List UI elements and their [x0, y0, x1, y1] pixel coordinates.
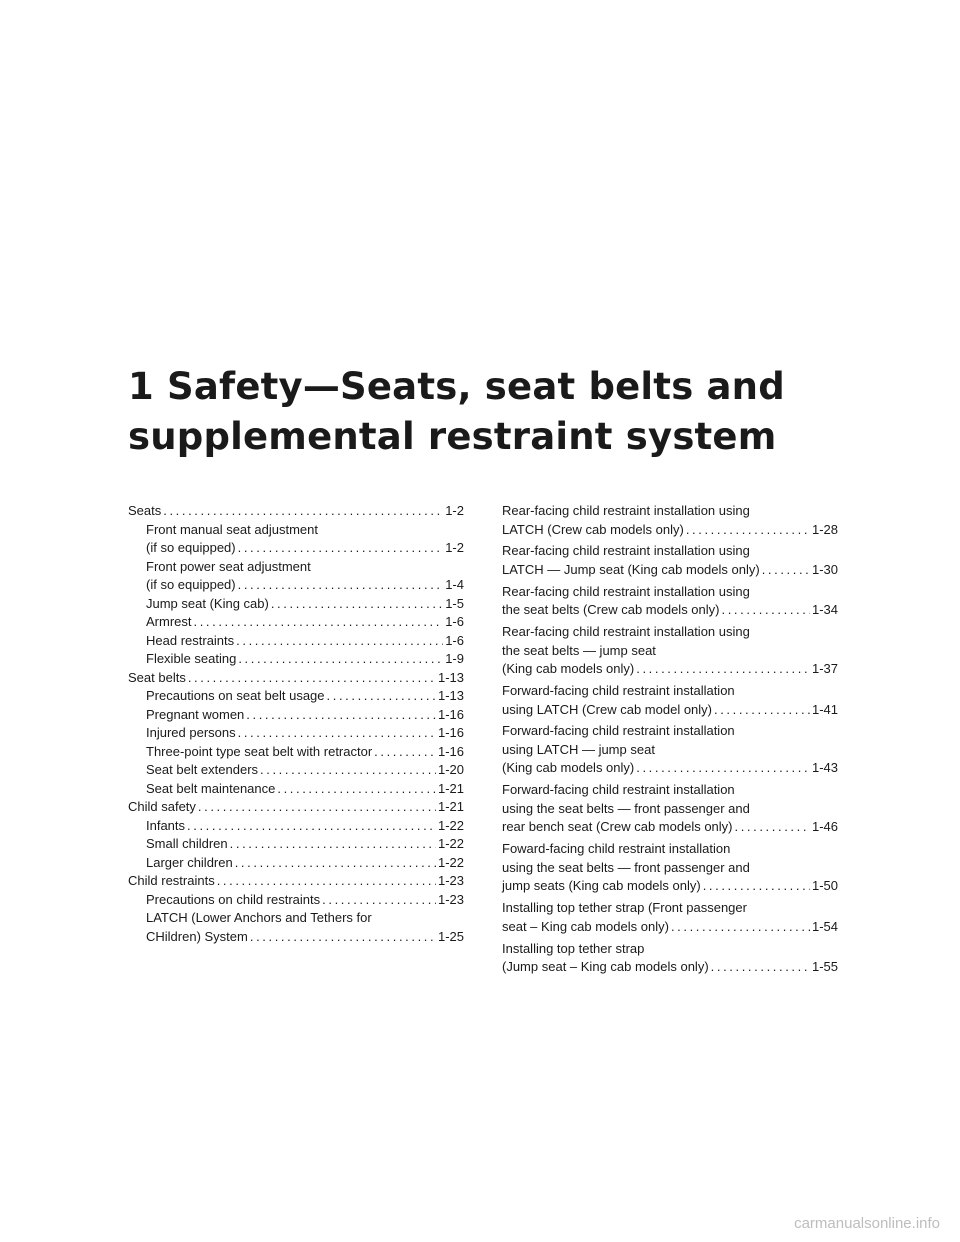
toc-entry[interactable] [128, 595, 464, 614]
toc-entry-text: Forward-facing child restraint installation [502, 782, 735, 798]
toc-entry-line [502, 601, 838, 620]
dot-leader [250, 928, 436, 947]
toc-entry-line [128, 502, 464, 521]
toc-entry-title: (Jump seat – King cab models only) [502, 959, 709, 975]
toc-entry[interactable] [128, 854, 464, 873]
dot-leader [735, 818, 810, 837]
chapter-title-line-2: supplemental restraint system [128, 415, 777, 458]
toc-entry-line [502, 818, 838, 837]
toc-entry-line [146, 595, 464, 614]
dot-leader [238, 576, 444, 595]
toc-entry-title: Precautions on child restraints [146, 891, 321, 907]
toc-entry-title: (if so equipped) [146, 577, 236, 592]
toc-entry-title: Seats [128, 503, 162, 518]
toc-page-number: 1-50 [811, 878, 838, 894]
toc-entry-line [146, 539, 464, 558]
toc-entry-text: Front manual seat adjustment [146, 521, 318, 537]
toc-entry[interactable] [128, 780, 464, 799]
toc-page-number: 1-43 [811, 760, 838, 776]
toc-entry[interactable] [502, 899, 838, 936]
dot-leader [238, 650, 443, 669]
toc-entry[interactable] [128, 891, 464, 910]
toc-entry-title: Precautions on seat belt usage [146, 688, 325, 703]
toc-page-number: 1-13 [437, 669, 464, 685]
toc-entry[interactable] [128, 835, 464, 854]
toc-entry[interactable] [128, 558, 464, 595]
toc-entry-line [146, 928, 464, 947]
dot-leader [327, 687, 436, 706]
toc-entry-title: Seat belt extenders [146, 762, 259, 777]
toc-entry-line [502, 877, 838, 896]
toc-entry-line [146, 650, 464, 669]
toc-entry[interactable] [128, 650, 464, 669]
toc-page-number: 1-22 [437, 854, 464, 870]
dot-leader [194, 613, 444, 632]
toc-entry[interactable] [128, 909, 464, 946]
toc-page-number: 1-16 [437, 725, 464, 740]
dot-leader [703, 877, 810, 896]
toc-entry-text: Rear-facing child restraint installation using [502, 624, 750, 640]
toc-page-number: 1-22 [437, 817, 464, 833]
toc-entry-text: Forward-facing child restraint installation [502, 683, 735, 699]
dot-leader [235, 854, 436, 873]
toc-entry[interactable] [128, 817, 464, 836]
toc-entry-title: using LATCH (Crew cab model only) [502, 701, 712, 717]
dot-leader [246, 706, 436, 725]
dot-leader [374, 743, 436, 762]
toc-page-number: 1-21 [437, 799, 464, 814]
toc-page-number: 1-23 [437, 891, 464, 907]
toc-entry-title: Small children [146, 836, 228, 851]
toc-entry[interactable] [502, 542, 838, 579]
dot-leader [322, 891, 436, 910]
toc-entry[interactable] [502, 623, 838, 679]
toc-entry[interactable] [128, 761, 464, 780]
toc-page-number: 1-13 [437, 688, 464, 703]
toc-entry-text: Front power seat adjustment [146, 558, 311, 574]
toc-entry-line [146, 724, 464, 743]
toc-entry-title: (if so equipped) [146, 540, 236, 555]
toc-entry-line [146, 817, 464, 836]
toc-entry-line [502, 918, 838, 937]
toc-entry-line [128, 872, 464, 891]
toc-entry-text: the seat belts — jump seat [502, 642, 656, 658]
toc-page-number: 1-54 [811, 918, 838, 934]
toc-column-left [128, 502, 464, 946]
toc-entry-title: Larger children [146, 854, 233, 870]
toc-entry-title: the seat belts (Crew cab models only) [502, 602, 720, 618]
toc-entry[interactable] [502, 840, 838, 896]
toc-entry[interactable] [128, 502, 464, 521]
toc-entry-text: using the seat belts — front passenger and [502, 859, 750, 875]
toc-page-number: 1-28 [811, 521, 838, 537]
toc-entry-title: Flexible seating [146, 651, 237, 666]
toc-entry[interactable] [502, 722, 838, 778]
toc-entry[interactable] [502, 583, 838, 620]
dot-leader [762, 561, 810, 580]
toc-entry-title: LATCH (Crew cab models only) [502, 521, 684, 537]
toc-entry-title: Seat belts [128, 669, 186, 685]
dot-leader [277, 780, 436, 799]
toc-entry[interactable] [128, 521, 464, 558]
dot-leader [711, 958, 810, 977]
toc-page-number: 1-41 [811, 701, 838, 717]
toc-entry-line [128, 798, 464, 817]
toc-entry-text: Rear-facing child restraint installation using [502, 543, 750, 559]
dot-leader [636, 759, 810, 778]
toc-page-number: 1-16 [437, 743, 464, 759]
toc-page-number: 1-21 [437, 780, 464, 796]
toc-entry-title: LATCH — Jump seat (King cab models only) [502, 561, 760, 577]
toc-entry-title: (King cab models only) [502, 760, 635, 776]
dot-leader [163, 502, 443, 521]
toc-entry-title: Infants [146, 817, 186, 833]
toc-entry-line [502, 759, 838, 778]
toc-entry[interactable] [128, 632, 464, 651]
toc-entry-title: Injured persons [146, 725, 236, 740]
toc-entry-title: Seat belt maintenance [146, 780, 276, 796]
dot-leader [198, 798, 436, 817]
dot-leader [686, 521, 810, 540]
toc-entry[interactable] [128, 798, 464, 817]
toc-entry-title: Child restraints [128, 873, 215, 888]
toc-entry-title: Jump seat (King cab) [146, 595, 269, 611]
toc-page-number: 1-9 [445, 651, 464, 666]
dot-leader [238, 724, 436, 743]
toc-entry-text: using LATCH — jump seat [502, 741, 655, 757]
toc-entry-line [502, 521, 838, 540]
toc-entry[interactable] [128, 687, 464, 706]
toc-page-number: 1-46 [811, 819, 838, 835]
toc-entry-line [146, 576, 464, 595]
chapter-title [128, 362, 908, 462]
toc-page-number: 1-2 [445, 503, 464, 518]
toc-entry-title: Child safety [128, 799, 196, 814]
toc-entry-line [146, 706, 464, 725]
toc-entry-text: Forward-facing child restraint installation [502, 723, 735, 739]
toc-page-number: 1-34 [811, 602, 838, 618]
toc-entry-text: Rear-facing child restraint installation using [502, 503, 750, 518]
toc-entry-line [146, 835, 464, 854]
toc-page-number: 1-16 [437, 706, 464, 722]
toc-entry-line [146, 854, 464, 873]
toc-entry-line [502, 561, 838, 580]
toc-entry[interactable] [128, 872, 464, 891]
dot-leader [188, 669, 436, 688]
toc-entry[interactable] [502, 502, 838, 539]
toc-entry-line [146, 613, 464, 632]
toc-entry[interactable] [128, 743, 464, 762]
dot-leader [271, 595, 443, 614]
toc-entry-text: Rear-facing child restraint installation using [502, 583, 750, 599]
toc-entry-title: seat – King cab models only) [502, 918, 669, 934]
dot-leader [238, 539, 444, 558]
toc-entry-text: Installing top tether strap [502, 940, 645, 956]
toc-page-number: 1-37 [811, 661, 838, 677]
toc-entry-line [502, 701, 838, 720]
toc-entry-text: Foward-facing child restraint installation [502, 841, 731, 857]
toc-entry[interactable] [502, 940, 838, 977]
toc-column-right [502, 502, 838, 980]
chapter-title-line-1: 1 Safety—Seats, seat belts and [128, 365, 785, 408]
toc-entry[interactable] [502, 781, 838, 837]
toc-entry-line [502, 958, 838, 977]
toc-entry-line [146, 743, 464, 762]
toc-page-number: 1-6 [445, 632, 464, 648]
toc-entry-line [128, 669, 464, 688]
toc-entry-text: Installing top tether strap (Front passenger [502, 900, 747, 916]
toc-entry-title: Three-point type seat belt with retractor [146, 743, 373, 759]
toc-entry-line [146, 632, 464, 651]
toc-entry-line [146, 780, 464, 799]
dot-leader [721, 601, 809, 620]
toc-entry[interactable] [128, 706, 464, 725]
toc-entry-title: jump seats (King cab models only) [502, 878, 701, 894]
toc-entry-title: rear bench seat (Crew cab models only) [502, 819, 733, 835]
dot-leader [671, 918, 810, 937]
toc-page-number: 1-30 [811, 561, 838, 577]
toc-entry-title: (King cab models only) [502, 661, 635, 677]
toc-page-number: 1-20 [437, 762, 464, 777]
toc-entry[interactable] [128, 724, 464, 743]
toc-page-number: 1-4 [445, 577, 464, 592]
toc-entry-title: Pregnant women [146, 706, 245, 722]
toc-entry-line [146, 761, 464, 780]
toc-page-number: 1-2 [445, 540, 464, 555]
dot-leader [236, 632, 443, 651]
toc-entry-title: CHildren) System [146, 928, 248, 944]
dot-leader [714, 701, 810, 720]
toc-entry[interactable] [502, 682, 838, 719]
toc-entry[interactable] [128, 669, 464, 688]
watermark: carmanualsonline.info [794, 1215, 940, 1232]
toc-page-number: 1-22 [437, 836, 464, 851]
toc-entry-title: Armrest [146, 614, 192, 629]
toc-entry-line [502, 660, 838, 679]
toc-page-number: 1-25 [437, 928, 464, 944]
toc-entry-line [146, 891, 464, 910]
toc-page-number: 1-6 [445, 614, 464, 629]
dot-leader [217, 872, 436, 891]
toc-entry-line [146, 687, 464, 706]
dot-leader [636, 660, 810, 679]
dot-leader [230, 835, 436, 854]
toc-entry-text: LATCH (Lower Anchors and Tethers for [146, 910, 372, 925]
dot-leader [187, 817, 436, 836]
toc-entry-title: Head restraints [146, 632, 235, 648]
toc-entry-text: using the seat belts — front passenger and [502, 800, 750, 816]
toc-page-number: 1-55 [811, 959, 838, 975]
dot-leader [260, 761, 436, 780]
toc-page-number: 1-23 [437, 873, 464, 888]
toc-entry[interactable] [128, 613, 464, 632]
toc-page-number: 1-5 [445, 595, 464, 611]
